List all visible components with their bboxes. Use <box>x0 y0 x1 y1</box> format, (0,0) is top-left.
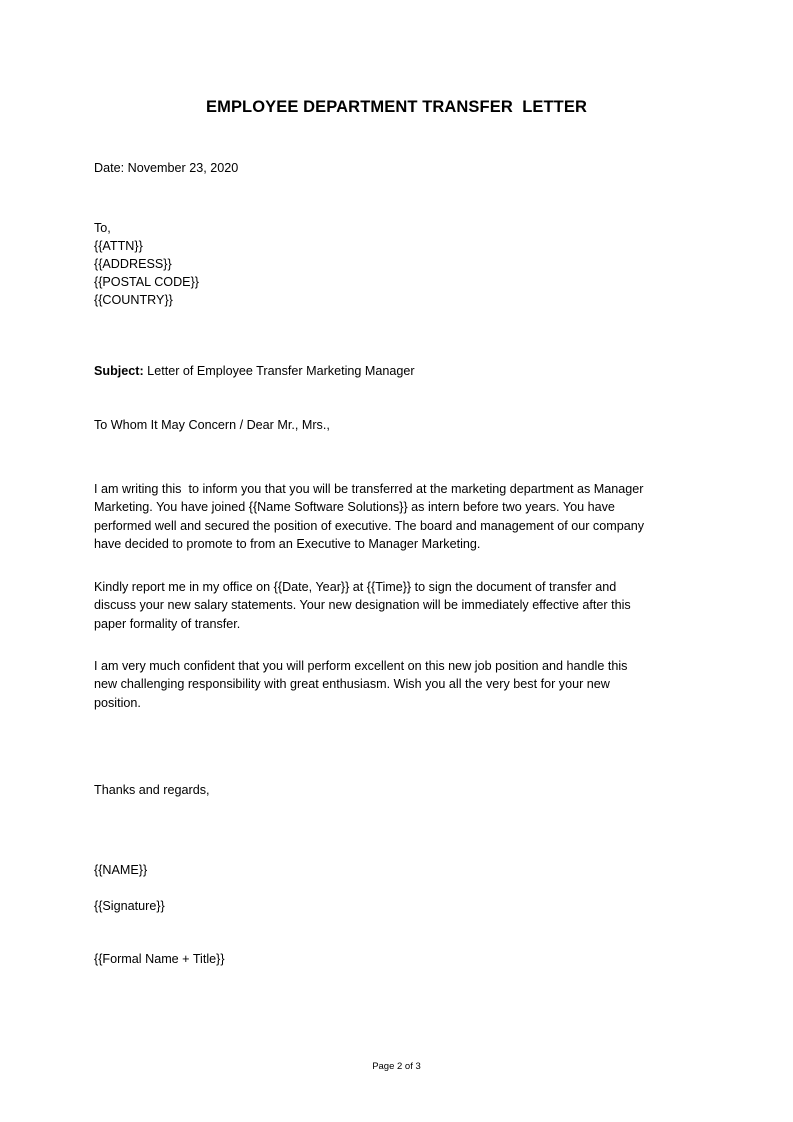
salutation: To Whom It May Concern / Dear Mr., Mrs., <box>94 418 330 432</box>
paragraph-line: I am writing this to inform you that you will be transferred at the marketing department as Manager <box>94 482 644 496</box>
paragraph-line: paper formality of transfer. <box>94 616 241 631</box>
paragraph-3 <box>94 657 704 712</box>
subject-label: Subject: <box>94 364 144 378</box>
paragraph-line: discuss your new salary statements. Your new designation will be immediately effective after this <box>94 598 631 613</box>
paragraph-line: position. <box>94 695 141 710</box>
paragraph-line: new challenging responsibility with great enthusiasm. Wish you all the very best for your new <box>94 677 610 692</box>
address-country: {{COUNTRY}} <box>94 293 173 307</box>
paragraph-line: Kindly report me in my office on {{Date, Year}} at {{Time}} to sign the document of transfer and <box>94 580 617 594</box>
sender-signature: {{Signature}} <box>94 899 165 913</box>
closing: Thanks and regards, <box>94 783 210 797</box>
paragraph-line: performed well and secured the position of executive. The board and management of our company <box>94 518 645 533</box>
address-to: To, <box>94 221 111 235</box>
subject-text: Letter of Employee Transfer Marketing Manager <box>143 364 415 378</box>
address-street: {{ADDRESS}} <box>94 257 172 271</box>
paragraph-line: Marketing. You have joined {{Name Software Solutions}} as intern before two years. You have <box>94 500 615 515</box>
address-attn: {{ATTN}} <box>94 239 143 253</box>
sender-formal-name-title: {{Formal Name + Title}} <box>94 952 225 966</box>
page-number: Page 2 of 3 <box>372 1061 421 1072</box>
paragraph-line: have decided to promote to from an Executive to Manager Marketing. <box>94 537 481 552</box>
sender-name: {{NAME}} <box>94 863 148 877</box>
address-postal-code: {{POSTAL CODE}} <box>94 275 199 289</box>
paragraph-2 <box>94 578 704 633</box>
date-line: Date: November 23, 2020 <box>94 161 239 175</box>
paragraph-1 <box>94 480 704 554</box>
paragraph-line: I am very much confident that you will perform excellent on this new job position and handle this <box>94 659 628 673</box>
subject-line <box>94 362 415 380</box>
letter-title: EMPLOYEE DEPARTMENT TRANSFER LETTER <box>206 98 587 116</box>
